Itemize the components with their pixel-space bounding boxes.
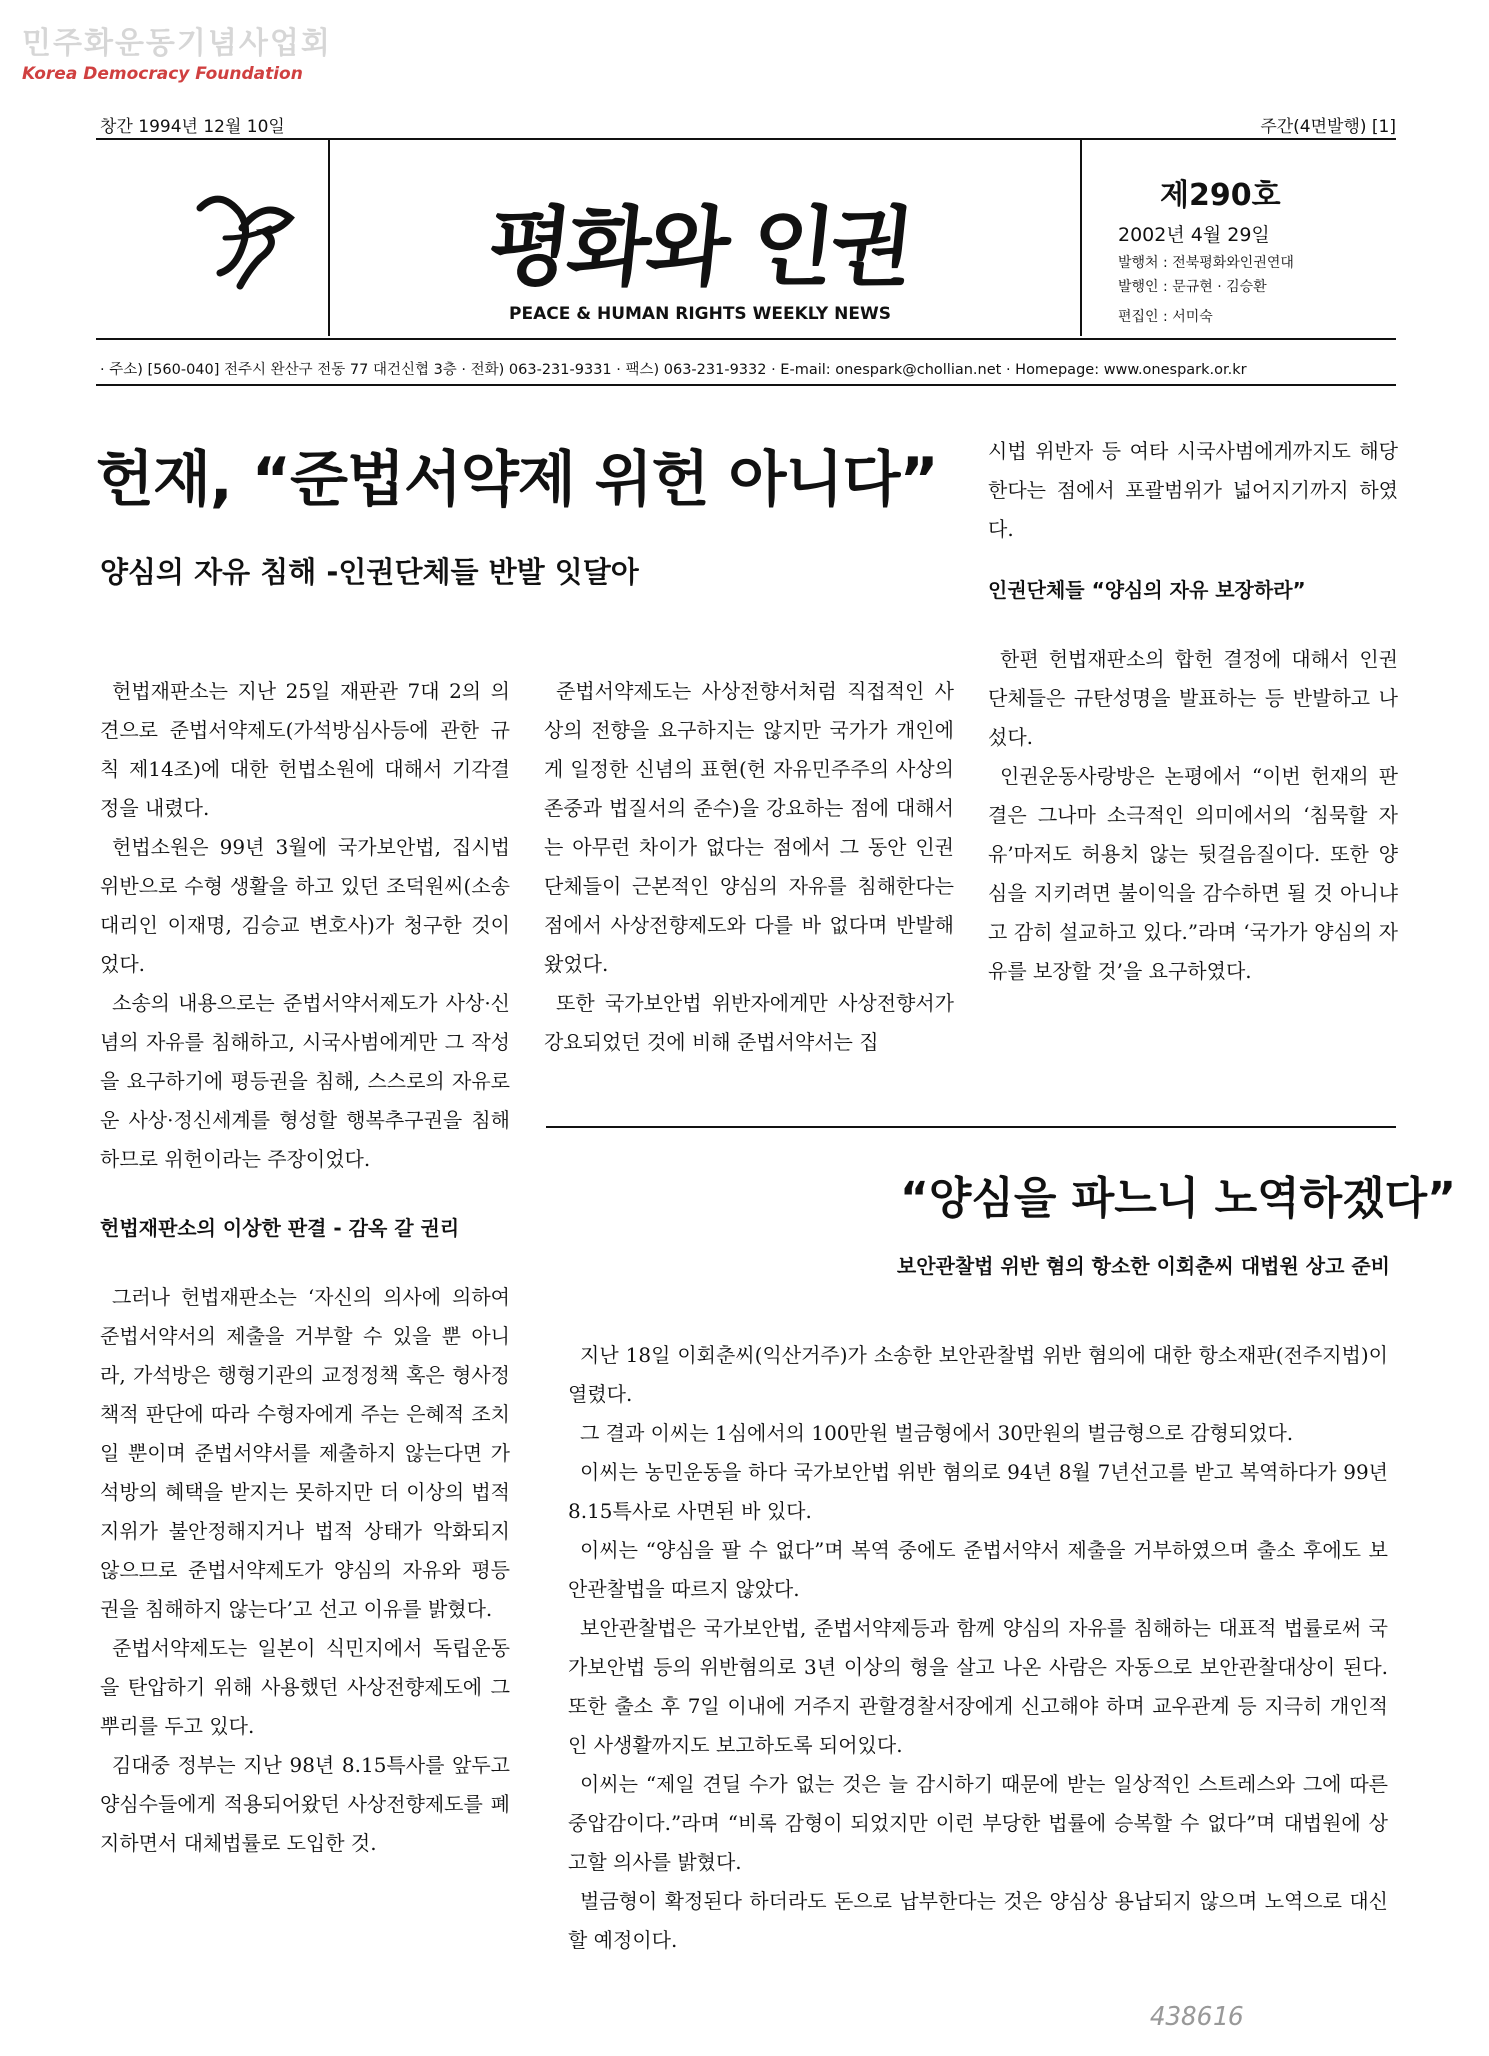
masthead-subtitle: PEACE & HUMAN RIGHTS WEEKLY NEWS — [509, 304, 891, 324]
address-top-rule — [96, 338, 1396, 340]
paragraph: 보안관찰법은 국가보안법, 준법서약제등과 함께 양심의 자유를 침해하는 대표적 법률로써 국가보안법 등의 위반혐의로 3년 이상의 형을 살고 나온 사람은 자동으로 보안관찰대상이 된다. 또한 출소 후 7일 이내에 거주지 관할경찰서장에게 신고해야 하며 교우관계 등 지극히 개인적인 사생활까지도 보고하도록 되어있다. — [568, 1616, 1388, 1757]
paragraph: 헌법소원은 99년 3월에 국가보안법, 집시법 위반으로 수형 생활을 하고 있던 조덕원씨(소송대리인 이재명, 김승교 변호사)가 청구한 것이었다. — [100, 835, 510, 976]
article2-subheadline: 보안관찰법 위반 혐의 항소한 이회춘씨 대법원 상고 준비 — [896, 1254, 1390, 1278]
paragraph: 준법서약제도는 일본이 식민지에서 독립운동을 탄압하기 위해 사용했던 사상전향제도에 그 뿌리를 두고 있다. — [100, 1636, 510, 1738]
founded-date: 창간 1994년 12월 10일 — [100, 117, 285, 137]
article-divider — [546, 1126, 1396, 1128]
article1-headline: 헌재, “준법서약제 위헌 아니다” — [96, 445, 938, 515]
watermark-english: Korea Democracy Foundation — [22, 64, 303, 84]
paragraph: 그 결과 이씨는 1심에서의 100만원 벌금형에서 30만원의 벌금형으로 감형되었다. — [580, 1421, 1294, 1445]
article1-column-3 — [988, 432, 1398, 991]
paragraph: 이씨는 농민운동을 하다 국가보안법 위반 혐의로 94년 8월 7년선고를 받고 복역하다가 99년 8.15특사로 사면된 바 있다. — [568, 1460, 1388, 1523]
article1-column-2 — [544, 672, 954, 1062]
article2-body — [568, 1336, 1388, 1960]
publisher-people: 발행인 : 문규현 · 김승환 — [1118, 279, 1267, 295]
paragraph: 지난 18일 이회춘씨(익산거주)가 소송한 보안관찰법 위반 혐의에 대한 항소재판(전주지법)이 열렸다. — [568, 1343, 1388, 1406]
paragraph: 한편 헌법재판소의 합헌 결정에 대해서 인권단체들은 규탄성명을 발표하는 등 반발하고 나섰다. — [988, 647, 1398, 749]
article1-col3-subhead: 인권단체들 “양심의 자유 보장하라” — [988, 578, 1306, 602]
paragraph: 시법 위반자 등 여타 시국사범에게까지도 해당한다는 점에서 포괄범위가 넓어지기까지 하였다. — [988, 439, 1398, 541]
paragraph: 이씨는 “제일 견딜 수가 없는 것은 늘 감시하기 때문에 받는 일상적인 스트레스와 그에 따른 중압감이다.”라며 “비록 감형이 되었지만 이런 부당한 법률에 승복할 수 없다”며 대법원에 상고할 의사를 밝혔다. — [568, 1772, 1388, 1874]
editor: 편집인 : 서미숙 — [1118, 309, 1213, 325]
issue-date: 2002년 4월 29일 — [1118, 224, 1270, 246]
header-divider-right — [1080, 140, 1082, 336]
dove-emblem-icon — [180, 168, 310, 298]
article1-col1-subhead: 헌법재판소의 이상한 판결 - 감옥 갈 권리 — [100, 1216, 460, 1240]
paragraph: 준법서약제도는 사상전향서처럼 직접적인 사상의 전향을 요구하지는 않지만 국가가 개인에게 일정한 신념의 표현(헌 자유민주주의 사상의 존중과 법질서의 준수)을 강요하는 점에 대해서는 아무런 차이가 없다는 점에서 그 동안 인권단체들이 근본적인 양심의 자유를 침해한다는 점에서 사상전향제도와 다를 바 없다며 반발해왔었다. — [544, 679, 954, 976]
issue-number: 제290호 — [1160, 178, 1281, 213]
paragraph: 김대중 정부는 지난 98년 8.15특사를 앞두고 양심수들에게 적용되어왔던 사상전향제도를 폐지하면서 대체법률로 도입한 것. — [100, 1753, 510, 1855]
handwritten-archive-number: 438616 — [1150, 2002, 1244, 2032]
article2-headline: “양심을 파느니 노역하겠다” — [900, 1173, 1457, 1224]
masthead-title: 평화와 인권 — [483, 198, 916, 298]
header-divider-left — [328, 140, 330, 336]
watermark-korean: 민주화운동기념사업회 — [22, 26, 332, 61]
publisher-org: 발행처 : 전북평화와인권연대 — [1118, 255, 1294, 271]
paragraph: 헌법재판소는 지난 25일 재판관 7대 2의 의견으로 준법서약제도(가석방심사등에 관한 규칙 제14조)에 대한 헌법소원에 대해서 기각결정을 내렸다. — [100, 679, 510, 820]
header-top-rule — [96, 138, 1396, 140]
paragraph: 벌금형이 확정된다 하더라도 돈으로 납부한다는 것은 양심상 용납되지 않으며 노역으로 대신할 예정이다. — [568, 1889, 1388, 1952]
article1-column-1 — [100, 672, 510, 1863]
contact-address: · 주소) [560-040] 전주시 완산구 전동 77 대건신협 3층 · 전화) 063-231-9331 · 팩스) 063-231-9332 · E-mail: onespark@chollian.net · Homepage: www.onespark.or.kr — [100, 362, 1247, 378]
paragraph: 소송의 내용으로는 준법서약서제도가 사상·신념의 자유를 침해하고, 시국사범에게만 그 작성을 요구하기에 평등권을 침해, 스스로의 자유로운 사상·정신세계를 형성할 행복추구권을 침해하므로 위헌이라는 주장이었다. — [100, 991, 510, 1171]
paragraph: 이씨는 “양심을 팔 수 없다”며 복역 중에도 준법서약서 제출을 거부하였으며 출소 후에도 보안관찰법을 따르지 않았다. — [568, 1538, 1388, 1601]
paragraph: 그러나 헌법재판소는 ‘자신의 의사에 의하여 준법서약서의 제출을 거부할 수 있을 뿐 아니라, 가석방은 행형기관의 교정정책 혹은 형사정책적 판단에 따라 수형자에게 주는 은혜적 조치일 뿐이며 준법서약서를 제출하지 않는다면 가석방의 혜택을 받지는 못하지만 더 이상의 법적 지위가 불안정해지거나 법적 상태가 악화되지 않으므로 준법서약제도가 양심의 자유와 평등권을 침해하지 않는다’고 선고 이유를 밝혔다. — [100, 1285, 510, 1621]
paragraph: 또한 국가보안법 위반자에게만 사상전향서가 강요되었던 것에 비해 준법서약서는 집 — [544, 991, 954, 1054]
article1-subheadline: 양심의 자유 침해 -인권단체들 반발 잇달아 — [100, 555, 639, 589]
address-bottom-rule — [96, 384, 1396, 386]
publication-frequency: 주간(4면발행) [1] — [1260, 117, 1396, 137]
paragraph: 인권운동사랑방은 논평에서 “이번 헌재의 판결은 그나마 소극적인 의미에서의 ‘침묵할 자유’마저도 허용치 않는 뒷걸음질이다. 또한 양심을 지키려면 불이익을 감수하면 될 것 아니냐고 감히 설교하고 있다.”라며 ‘국가가 양심의 자유를 보장할 것’을 요구하였다. — [988, 764, 1398, 983]
